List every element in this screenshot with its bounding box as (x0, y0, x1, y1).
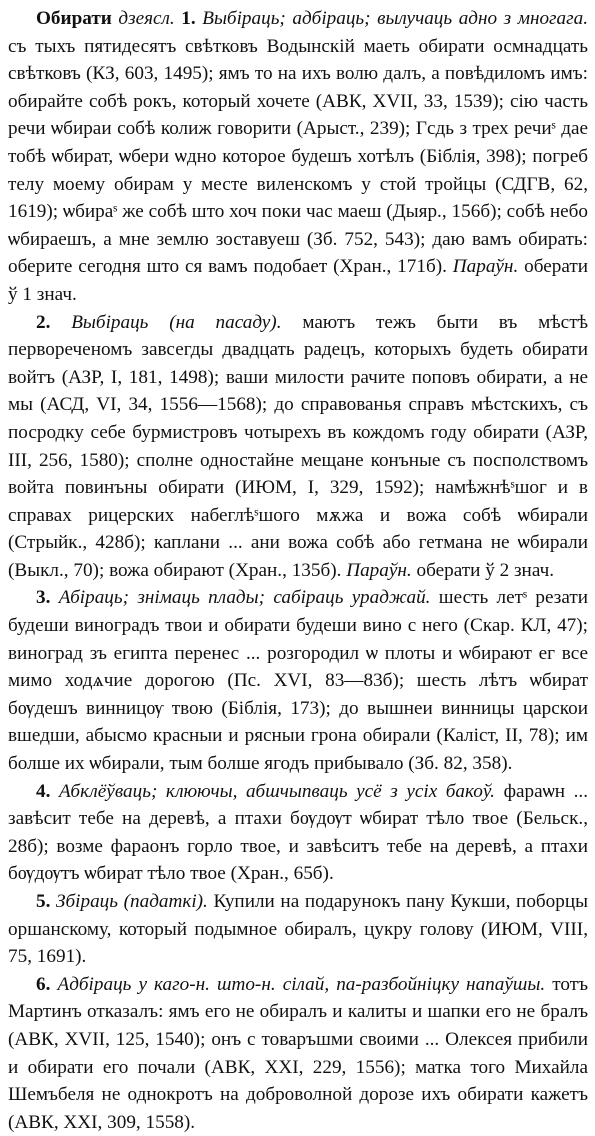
sense-number: 6. (36, 973, 51, 995)
sense-definition: Выбіраць (на пасаду). (71, 311, 282, 333)
sense-number: 2. (36, 311, 51, 333)
cross-reference-label: Параўн. (452, 256, 519, 278)
sense-quotes: съ тыхъ пятидесятъ свѣтковъ Водынскій маеть обирати осмнадцать свѣтковъ (КЗ, 603, 1495); ямъ то на ихъ волю далъ, а повѣдиломъ имъ: обирайте собѣ рокъ, который хочете (АВК, XVII, 33, 1539); сію часть речи ѡбираи собѣ колиж говорити (Арыст., 239); Гсдь з трех речиˢ дае тобѣ ѡбират, ѡбери ѡдно которое будешъ хотѣлъ (Біблія, 398); погреб телу моему обирам у месте виленскомъ у стой тройцы (СДГВ, 62, 1619); ѡбираˢ же собѣ што хоч поки час маеш (Дыяр., 156б); собѣ небо ѡбираешъ, а мне землю зоставуеш (Зб. 752, 543); даю вамъ обирать: оберите сегодня што ся вамъ подобает (Хран., 171б). (8, 35, 588, 278)
sense-quotes: Купили на подарунокъ пану Кукши, поборцы оршанскому, который подымное обиралъ, цукру голову (ИЮМ, VIII, 75, 1691). (8, 891, 589, 968)
sense-3 (8, 584, 588, 777)
sense-definition: Абклёўваць; клюючы, абшчыпваць усё з усіх бакоў. (58, 780, 495, 802)
headword: Обирати (36, 8, 112, 29)
sense-definition: Адбіраць у каго-н. што-н. сілай, па-разбойніцку напаўшы. (57, 973, 546, 995)
sense-number: 1. (181, 8, 196, 29)
sense-number: 5. (36, 891, 51, 912)
sense-definition: Збіраць (падаткі). (56, 891, 208, 912)
sense-definition: Выбіраць; адбіраць; вылучаць адно з многага. (202, 8, 589, 29)
sense-4 (8, 778, 588, 888)
sense-5 (8, 888, 588, 971)
sense-quotes: фараѡн ... завѣсит тебе на деревѣ, а птахи бѹдѹт ѡбират тѣло твое (Бельск., 28б); возме фараонъ горло твое, и завѣситъ тебе на деревѣ, а птахи бѹдѹтъ ѡбират тѣло твое (Хран., 65б). (8, 780, 589, 885)
sense-2 (8, 309, 588, 585)
sense-number: 3. (36, 587, 51, 609)
cross-reference-label: Параўн. (346, 559, 412, 581)
cross-reference-text: оберати ў 1 знач. (8, 256, 589, 305)
sense-1 (8, 5, 588, 309)
sense-definition: Абіраць; знімаць плады; сабіраць ураджай. (58, 587, 431, 609)
grammar-label: дзеясл. (118, 8, 175, 29)
sense-number: 4. (36, 780, 51, 802)
cross-reference-text: оберати ў 2 знач. (416, 559, 555, 581)
sense-quotes: маютъ тежъ быти въ мѣстѣ первореченомъ завсегды двадцать радецъ, которыхъ будеть обирати войтъ (АЗР, I, 181, 1498); ваши милости рачите поповъ обирати, а не мы (АСД, VI, 34, 1556—1568); до справованья справъ мѣстскихъ, съ посродку себе бурмистровъ чотырехъ въ кождомъ году обирати (АЗР, III, 256, 1580); сполне одностайне мещане конъные съ посполствомъ войта повинъны обирати (ИЮМ, I, 329, 1592); намѣжнѣˢшог и в справах рицерских набеглѣˢшого мѫжа и вожа собѣ ѡбирали (Стрыйк., 428б); каплани ... ани вожа собѣ або гетмана не ѡбирали (Выкл., 70); вожа обирают (Хран., 135б). (8, 311, 588, 581)
sense-quotes: шесть летˢ резати будеши виноградъ твои и обирати будеши вино с него (Скар. КЛ, 47); виноград зъ египта перенес ... розгородил ѡ плоты и ѡбирают ег все мимо ходѧчие дорогою (Пс. XVI, 83—83б); шесть лѣтъ ѡбират бѹдешъ винницѹ твою (Біблія, 173); до вышнеи винницы царскои вшедши, абысмо красныи и рясныи грона обирали (Каліст, II, 78); им болше их ѡбирали, тым болше ягодъ прибывало (Зб. 82, 358). (8, 587, 588, 775)
sense-6 (8, 971, 588, 1136)
sense-quotes: тотъ Мартинъ отказалъ: ямъ его не обиралъ и калиты и шапки его не бралъ (АВК, XVII, 125, 1540); онъ с товаръшми своими ... Олексея прибили и обирати его почали (АВК, XXI, 229, 1556); матка того Михайла Шемъбеля не однокротъ на доброволной дорозе ихъ обирати кажетъ (АВК, XXI, 309, 1558). (8, 973, 589, 1133)
